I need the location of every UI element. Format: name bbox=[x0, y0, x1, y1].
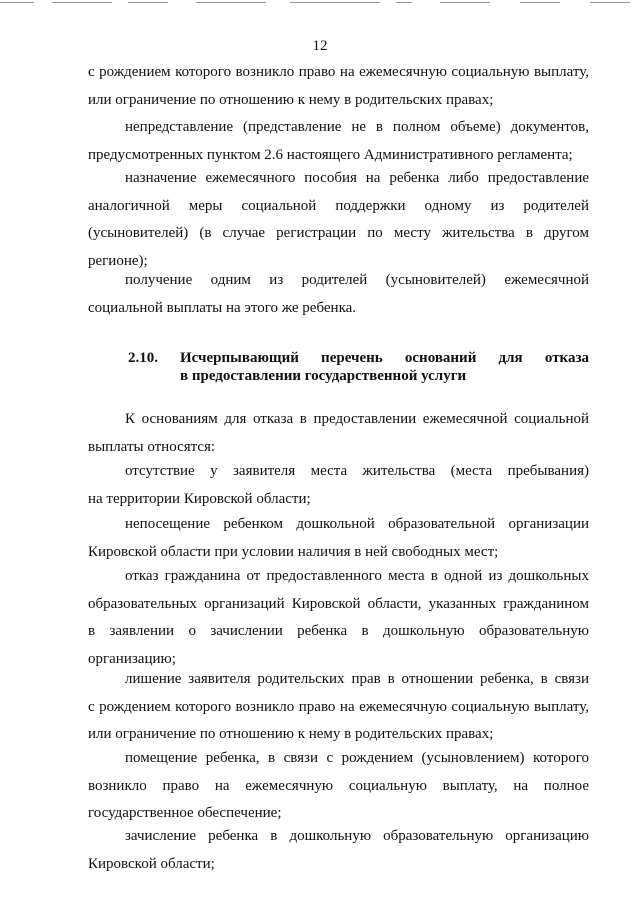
text-line: К основаниям для отказа в предоставлении ежемесячной социальной bbox=[125, 411, 589, 427]
text-line: отсутствие у заявителя места жительства (места пребывания) bbox=[125, 463, 589, 479]
text-line: на территории Кировской области; bbox=[88, 490, 311, 507]
text-line: назначение ежемесячного пособия на ребенка либо предоставление bbox=[125, 170, 589, 186]
text-line: аналогичной меры социальной поддержки одному из родителей bbox=[88, 197, 589, 214]
text-line: помещение ребенка, в связи с рождением (усыновлением) которого bbox=[125, 750, 589, 766]
text-line: выплаты относятся: bbox=[88, 438, 216, 455]
text-line: предусмотренных пунктом 2.6 настоящего Административного регламента; bbox=[88, 146, 573, 163]
text-line: Кировской области; bbox=[88, 855, 215, 872]
text-line: организацию; bbox=[88, 650, 176, 667]
text-line: с рождением которого возникло право на ежемесячную социальную выплату, bbox=[88, 64, 589, 80]
text-line: зачисление ребенка в дошкольную образовательную организацию bbox=[125, 828, 589, 844]
text-line: государственное обеспечение; bbox=[88, 805, 282, 822]
paragraph-non-submission bbox=[88, 114, 589, 169]
text-line: возникло право на ежемесячную социальную выплату, на полное bbox=[88, 777, 589, 794]
page-number: 12 bbox=[312, 38, 328, 54]
section-title-line: в предоставлении государственной услуги bbox=[180, 368, 467, 384]
text-line: лишение заявителя родительских прав в отношении ребенка, в связи bbox=[125, 671, 589, 687]
text-line: получение одним из родителей (усыновителей) ежемесячной bbox=[125, 272, 589, 288]
text-line: или ограничение по отношению к нему в родительских правах; bbox=[88, 726, 494, 743]
paragraph-continuation bbox=[88, 59, 589, 114]
paragraph-non-attendance bbox=[88, 511, 589, 566]
paragraph-enrollment bbox=[88, 823, 589, 878]
text-line: отказ гражданина от предоставленного места в одной из дошкольных bbox=[125, 568, 589, 584]
section-title bbox=[180, 349, 589, 385]
scan-artifact-top-edge bbox=[0, 0, 640, 8]
text-line: социальной выплаты на этого же ребенка. bbox=[88, 299, 357, 316]
paragraph-receipt-by-parent bbox=[88, 267, 589, 322]
text-line: непредставление (представление не в полном объеме) документов, bbox=[125, 119, 589, 135]
paragraph-deprivation-of-rights bbox=[88, 666, 589, 749]
text-line: образовательных организаций Кировской области, указанных гражданином bbox=[88, 595, 589, 612]
text-line: Кировской области при условии наличия в ней свободных мест; bbox=[88, 543, 499, 560]
section-title-line: Исчерпывающий перечень оснований для отказа bbox=[180, 350, 589, 366]
text-line: или ограничение по отношению к нему в родительских правах; bbox=[88, 91, 494, 108]
paragraph-state-support bbox=[88, 745, 589, 828]
text-line: с рождением которого возникло право на ежемесячную социальную выплату, bbox=[88, 698, 589, 715]
paragraph-benefit-assignment bbox=[88, 165, 589, 275]
paragraph-no-residence bbox=[88, 458, 589, 513]
text-line: непосещение ребенком дошкольной образовательной организации bbox=[125, 516, 589, 532]
text-line: регионе); bbox=[88, 252, 148, 269]
text-line: (усыновителей) (в случае регистрации по месту жительства в другом bbox=[88, 225, 589, 242]
paragraph-grounds-intro bbox=[88, 406, 589, 461]
text-line: в заявлении о зачислении ребенка в дошкольную образовательную bbox=[88, 623, 589, 640]
paragraph-refusal-of-place bbox=[88, 563, 589, 673]
section-number: 2.10. bbox=[128, 350, 158, 366]
